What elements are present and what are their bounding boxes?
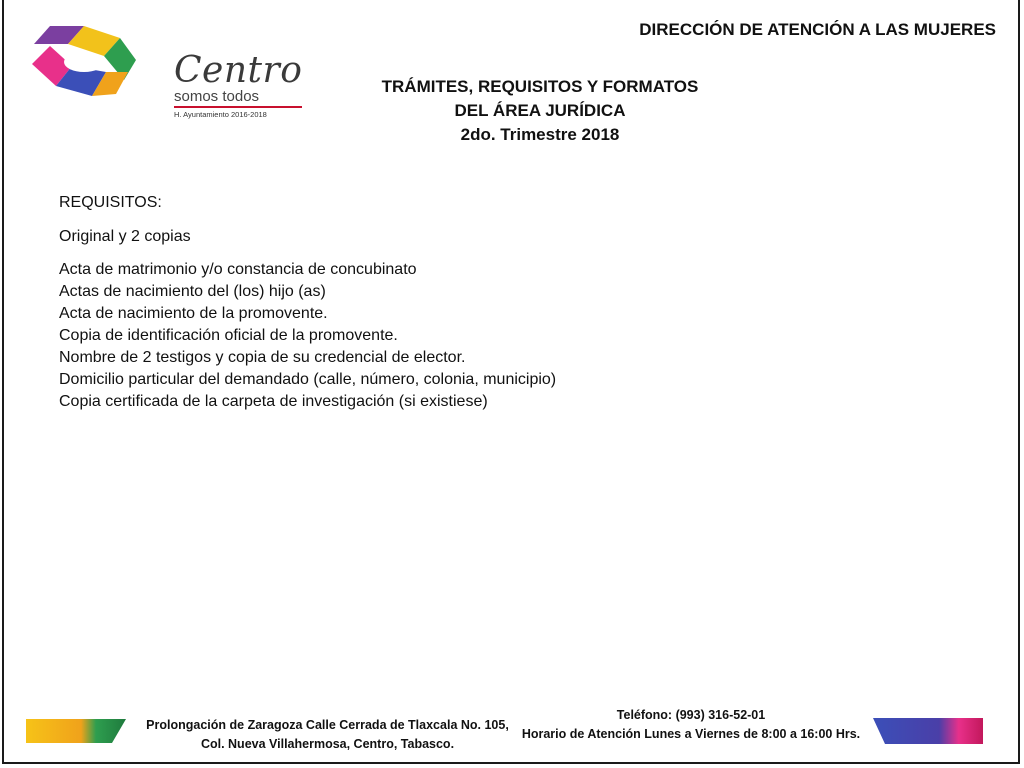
footer-left-stripe: [26, 719, 126, 743]
footer-right-stripe: [873, 718, 983, 744]
requirement-item: Nombre de 2 testigos y copia de su credencial de elector.: [59, 349, 466, 366]
requirements-heading: REQUISITOS:: [59, 194, 162, 211]
title-line: DEL ÁREA JURÍDICA: [454, 101, 626, 120]
requirement-item: Domicilio particular del demandado (calle, número, colonia, municipio): [59, 371, 557, 388]
title-line: 2do. Trimestre 2018: [460, 125, 620, 144]
requirements-section: [59, 193, 759, 413]
requirement-item: Acta de nacimiento de la promovente.: [59, 305, 328, 322]
address-line: Col. Nueva Villahermosa, Centro, Tabasco.: [200, 737, 455, 751]
footer-contact: [510, 706, 872, 744]
logo-tagline: somos todos: [174, 88, 260, 105]
department-title: DIRECCIÓN DE ATENCIÓN A LAS MUJERES: [639, 20, 996, 39]
document-title: [340, 75, 740, 147]
requirement-item: Actas de nacimiento del (los) hijo (as): [59, 283, 326, 300]
logo-period: H. Ayuntamiento 2016-2018: [174, 110, 267, 119]
phone-line: Teléfono: (993) 316-52-01: [616, 708, 766, 722]
requirements-list: [59, 259, 759, 413]
hours-line: Horario de Atención Lunes a Viernes de 8:00 a 16:00 Hrs.: [521, 727, 861, 741]
copies-note: Original y 2 copias: [59, 228, 191, 245]
footer-address: [130, 716, 525, 754]
requirement-item: Copia de identificación oficial de la promovente.: [59, 327, 398, 344]
requirement-item: Acta de matrimonio y/o constancia de concubinato: [59, 261, 417, 278]
title-line: TRÁMITES, REQUISITOS Y FORMATOS: [381, 77, 699, 96]
address-line: Prolongación de Zaragoza Calle Cerrada de Tlaxcala No. 105,: [146, 718, 509, 732]
logo-rule: [174, 106, 302, 108]
centro-logo: [28, 20, 303, 119]
requirement-item: Copia certificada de la carpeta de investigación (si existiese): [59, 393, 488, 410]
logo-name: Centro: [174, 50, 303, 91]
centro-logo-icon: [28, 20, 140, 106]
